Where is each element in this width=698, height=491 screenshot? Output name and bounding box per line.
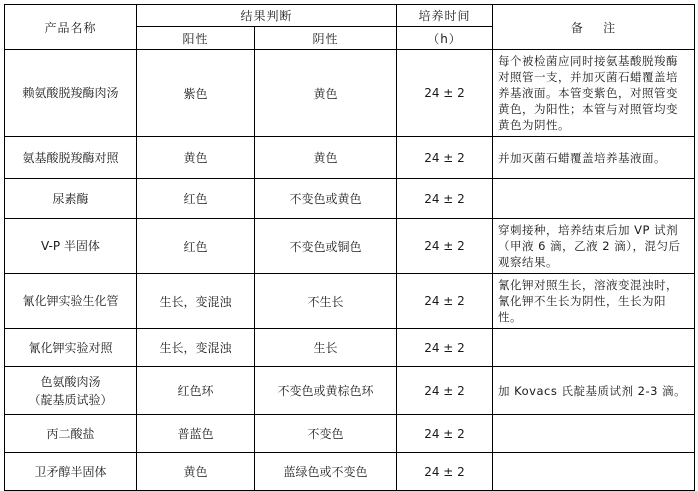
negative-result: 黄色 — [255, 137, 397, 179]
product-name: 尿素酶 — [5, 179, 137, 219]
culture-time: 24 ± 2 — [397, 179, 493, 219]
product-name — [5, 367, 137, 415]
product-name: 卫矛醇半固体 — [5, 453, 137, 491]
table-row — [5, 50, 695, 137]
product-name: 赖氨酸脱羧酶肉汤 — [5, 50, 137, 137]
header-note: 备 注 — [493, 5, 695, 50]
table-row — [5, 453, 695, 491]
negative-result: 蓝绿色或不变色 — [255, 453, 397, 491]
product-name-line2: （靛基质试验） — [28, 392, 113, 407]
positive-result: 生长，变混浊 — [137, 274, 255, 329]
note: 每个被检菌应同时接氨基酸脱羧酶对照管一支，并加灭菌石蜡覆盖培养基液面。本管变紫色，对照管变黄色，为阳性；本管与对照管均变黄色为阴性。 — [493, 50, 695, 137]
table-row — [5, 415, 695, 453]
header-product-name: 产品名称 — [5, 5, 137, 50]
product-name: 氰化钾实验生化管 — [5, 274, 137, 329]
culture-time: 24 ± 2 — [397, 274, 493, 329]
positive-result: 黄色 — [137, 453, 255, 491]
culture-time: 24 ± 2 — [397, 415, 493, 453]
positive-result: 红色 — [137, 179, 255, 219]
positive-result: 红色环 — [137, 367, 255, 415]
culture-time: 24 ± 2 — [397, 367, 493, 415]
header-time: 培养时间 — [397, 5, 493, 27]
table-row — [5, 329, 695, 367]
culture-time: 24 ± 2 — [397, 219, 493, 274]
positive-result: 紫色 — [137, 50, 255, 137]
positive-result: 黄色 — [137, 137, 255, 179]
note — [493, 329, 695, 367]
product-name-line1: 色氨酸肉汤 — [40, 374, 101, 389]
negative-result: 黄色 — [255, 50, 397, 137]
note: 并加灭菌石蜡覆盖培养基液面。 — [493, 137, 695, 179]
table-row — [5, 367, 695, 415]
note: 加 Kovacs 氏靛基质试剂 2-3 滴。 — [493, 367, 695, 415]
table-row — [5, 219, 695, 274]
positive-result: 生长，变混浊 — [137, 329, 255, 367]
biochemical-test-table — [4, 4, 695, 491]
negative-result: 不生长 — [255, 274, 397, 329]
note: 穿刺接种，培养结束后加 VP 试剂（甲液 6 滴，乙液 2 滴），混匀后观察结果。 — [493, 219, 695, 274]
header-time-unit: （h） — [397, 27, 493, 50]
table-row — [5, 179, 695, 219]
culture-time: 24 ± 2 — [397, 329, 493, 367]
negative-result: 不变色或黄棕色环 — [255, 367, 397, 415]
positive-result: 红色 — [137, 219, 255, 274]
header-negative: 阴性 — [255, 27, 397, 50]
note — [493, 179, 695, 219]
negative-result: 不变色或铜色 — [255, 219, 397, 274]
product-name: 氨基酸脱羧酶对照 — [5, 137, 137, 179]
header-positive: 阳性 — [137, 27, 255, 50]
culture-time: 24 ± 2 — [397, 453, 493, 491]
note: 氰化钾对照生长，溶液变混浊时，氰化钾不生长为阴性，生长为阳性。 — [493, 274, 695, 329]
table-row — [5, 137, 695, 179]
positive-result: 普蓝色 — [137, 415, 255, 453]
product-name: 氰化钾实验对照 — [5, 329, 137, 367]
table-row — [5, 274, 695, 329]
note — [493, 453, 695, 491]
negative-result: 生长 — [255, 329, 397, 367]
note — [493, 415, 695, 453]
product-name: 丙二酸盐 — [5, 415, 137, 453]
culture-time: 24 ± 2 — [397, 50, 493, 137]
negative-result: 不变色或黄色 — [255, 179, 397, 219]
product-name: V-P 半固体 — [5, 219, 137, 274]
negative-result: 不变色 — [255, 415, 397, 453]
header-row — [5, 5, 695, 27]
culture-time: 24 ± 2 — [397, 137, 493, 179]
header-result: 结果判断 — [137, 5, 397, 27]
